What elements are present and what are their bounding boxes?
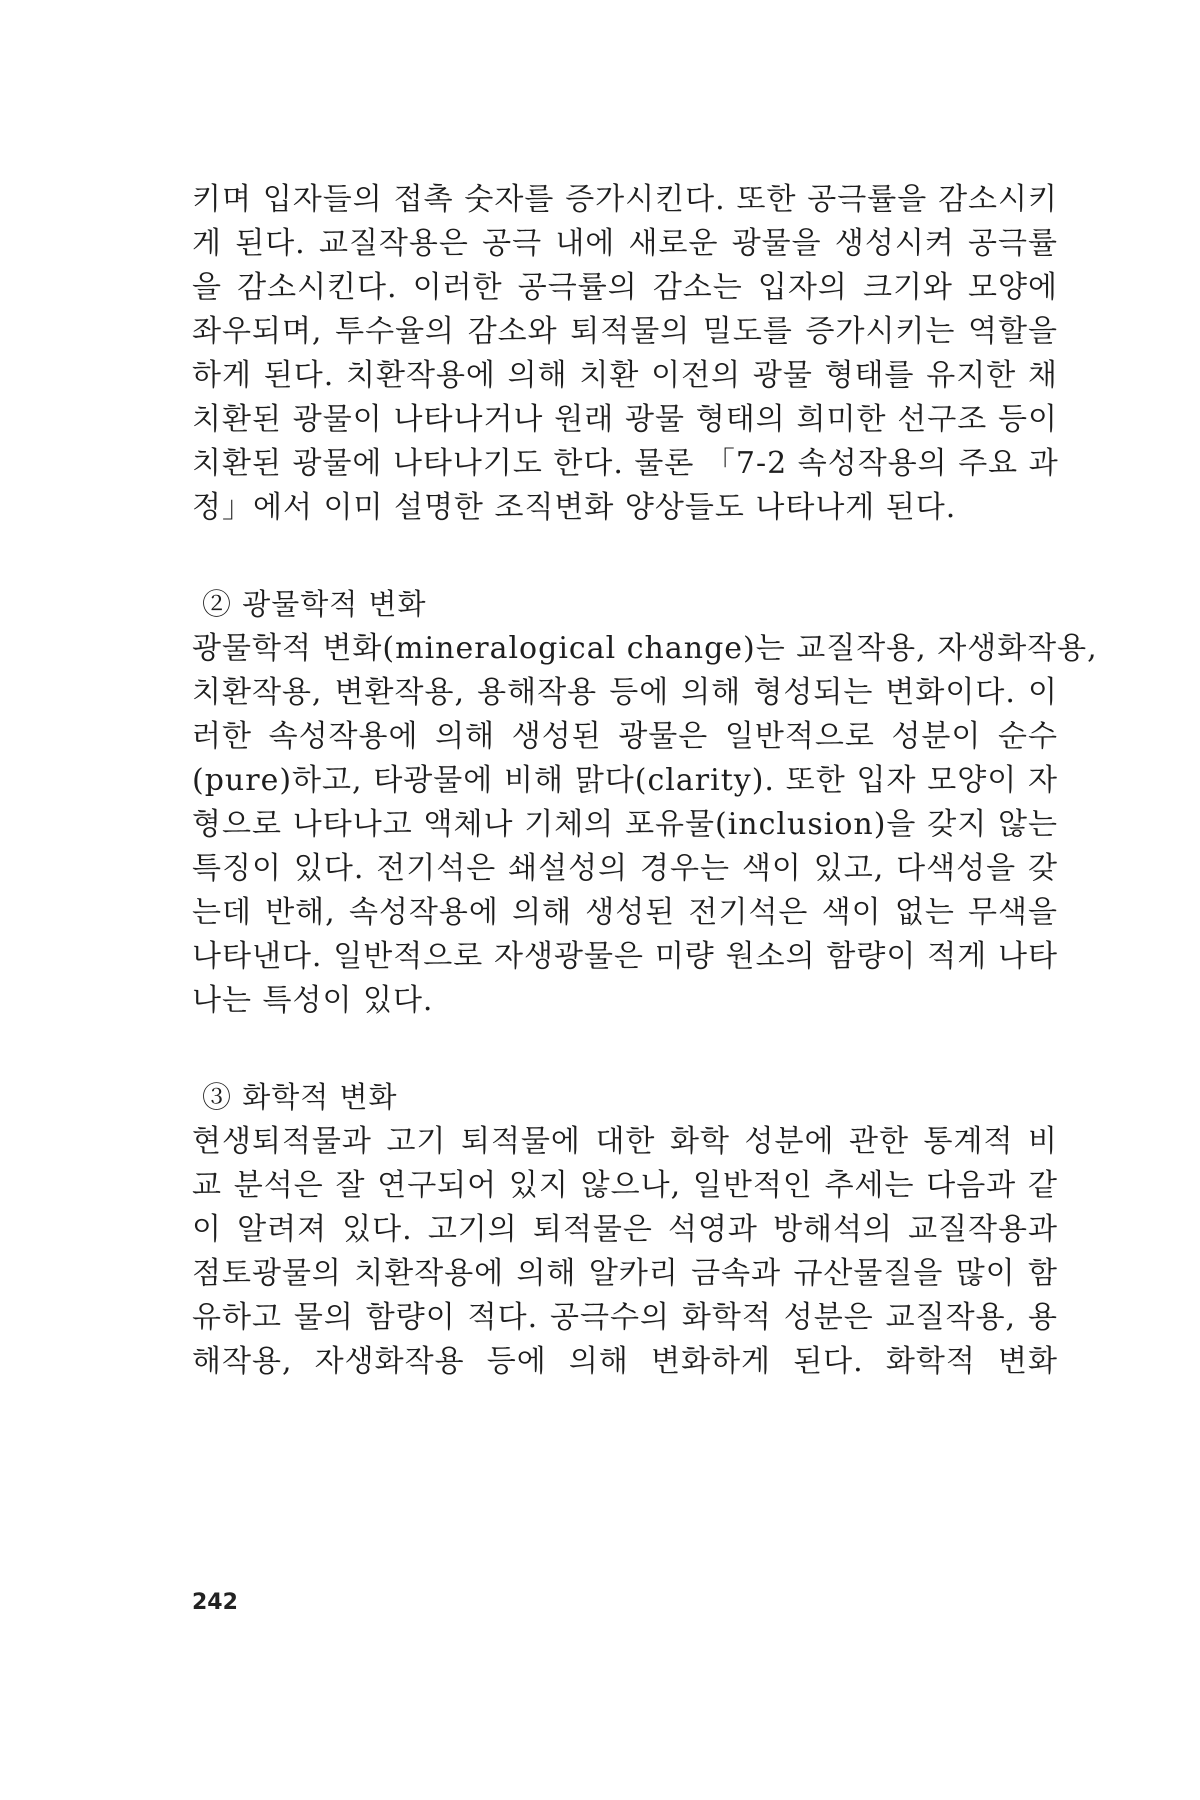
section-heading-chemical-change: ③ 화학적 변화 xyxy=(202,1080,398,1114)
body-line: 광물학적 변화(mineralogical change)는 교질작용, 자생화작용, xyxy=(192,631,1098,666)
body-line: 게 된다. 교질작용은 공극 내에 새로운 광물을 생성시켜 공극률 xyxy=(192,226,1058,261)
body-line: 나는 특성이 있다. xyxy=(192,983,434,1018)
body-line: 점토광물의 치환작용에 의해 알카리 금속과 규산물질을 많이 함 xyxy=(192,1256,1058,1291)
body-line: 하게 된다. 치환작용에 의해 치환 이전의 광물 형태를 유지한 채 xyxy=(192,358,1058,393)
body-line: 을 감소시킨다. 이러한 공극률의 감소는 입자의 크기와 모양에 xyxy=(192,270,1058,305)
body-line: 정」에서 이미 설명한 조직변화 양상들도 나타나게 된다. xyxy=(192,490,957,525)
body-line: 러한 속성작용에 의해 생성된 광물은 일반적으로 성분이 순수 xyxy=(192,719,1058,754)
body-line: 좌우되며, 투수율의 감소와 퇴적물의 밀도를 증가시키는 역할을 xyxy=(192,314,1058,349)
body-line: 형으로 나타나고 액체나 기체의 포유물(inclusion)을 갖지 않는 xyxy=(192,807,1058,842)
body-line: 특징이 있다. 전기석은 쇄설성의 경우는 색이 있고, 다색성을 갖 xyxy=(192,851,1058,886)
body-line: 는데 반해, 속성작용에 의해 생성된 전기석은 색이 없는 무색을 xyxy=(192,895,1058,930)
page-number: 242 xyxy=(192,1590,238,1615)
body-line: 이 알려져 있다. 고기의 퇴적물은 석영과 방해석의 교질작용과 xyxy=(192,1212,1058,1247)
body-line: 해작용, 자생화작용 등에 의해 변화하게 된다. 화학적 변화 xyxy=(192,1344,1058,1379)
body-line: 치환작용, 변환작용, 용해작용 등에 의해 형성되는 변화이다. 이 xyxy=(192,675,1058,710)
body-line: (pure)하고, 타광물에 비해 맑다(clarity). 또한 입자 모양이 자 xyxy=(192,763,1058,798)
body-line: 키며 입자들의 접촉 숫자를 증가시킨다. 또한 공극률을 감소시키 xyxy=(192,182,1058,217)
body-line: 치환된 광물이 나타나거나 원래 광물 형태의 희미한 선구조 등이 xyxy=(192,402,1058,437)
body-line: 치환된 광물에 나타나기도 한다. 물론 「7-2 속성작용의 주요 과 xyxy=(192,446,1059,481)
body-line: 나타낸다. 일반적으로 자생광물은 미량 원소의 함량이 적게 나타 xyxy=(192,939,1058,974)
body-line: 유하고 물의 함량이 적다. 공극수의 화학적 성분은 교질작용, 용 xyxy=(192,1300,1058,1335)
body-line: 교 분석은 잘 연구되어 있지 않으나, 일반적인 추세는 다음과 같 xyxy=(192,1168,1058,1203)
body-line: 현생퇴적물과 고기 퇴적물에 대한 화학 성분에 관한 통계적 비 xyxy=(192,1124,1058,1159)
section-heading-mineralogical-change: ② 광물학적 변화 xyxy=(202,587,427,621)
